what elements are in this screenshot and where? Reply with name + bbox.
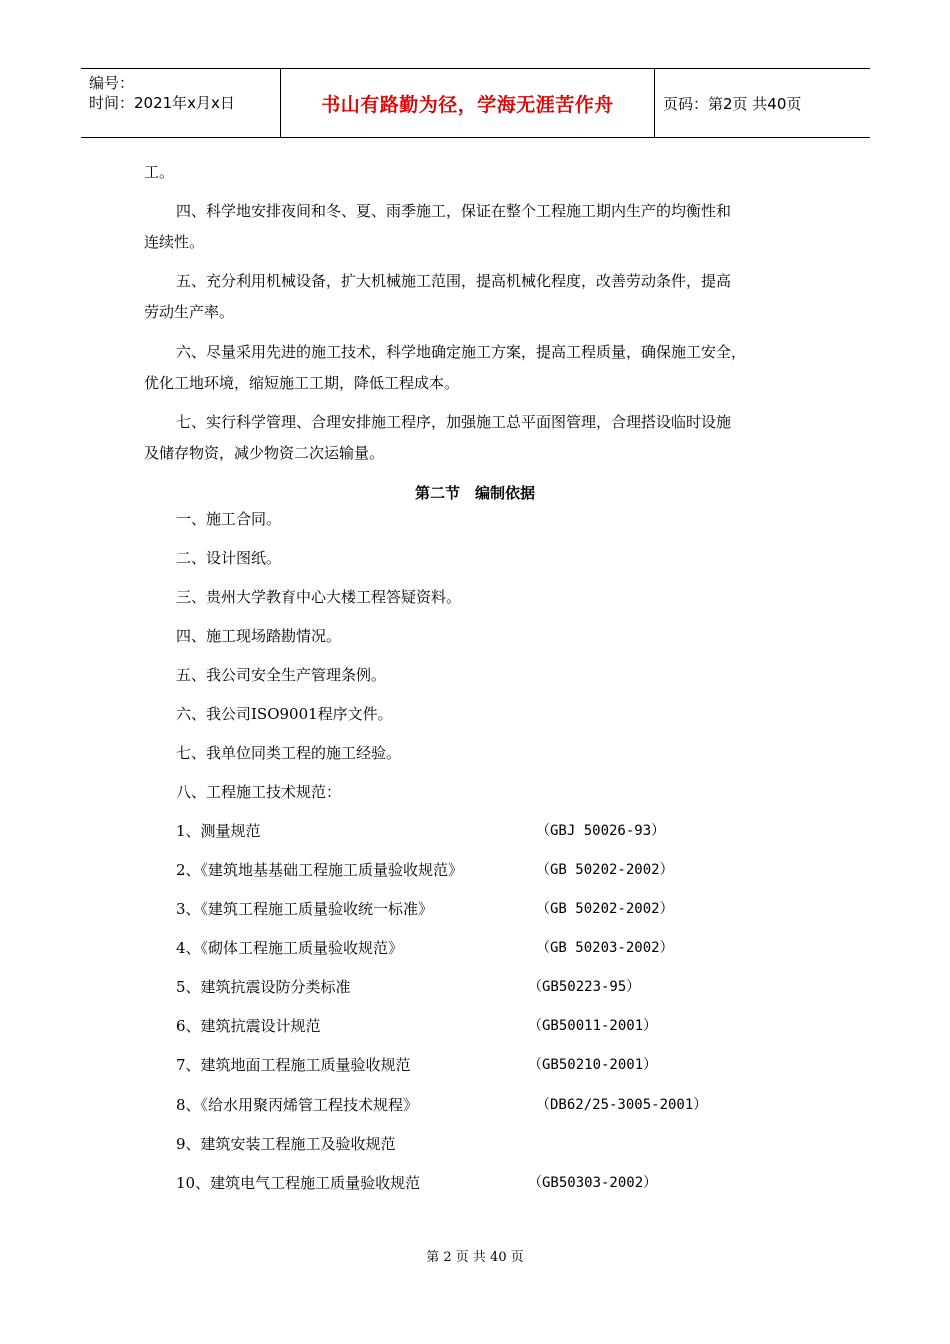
standard-name: 2、《建筑地基基础工程施工质量验收规范》	[176, 861, 464, 879]
paragraph-line: 及储存物资，减少物资二次运输量。	[144, 444, 385, 462]
standard-name: 5、建筑抗震设防分类标准	[176, 978, 351, 996]
paragraph-line: 连续性。	[144, 233, 205, 251]
standard-name: 10、建筑电气工程施工质量验收规范	[176, 1174, 421, 1192]
basis-item: 一、施工合同。	[176, 510, 282, 528]
paragraph-line: 工。	[144, 163, 175, 181]
standard-code: （GB50011-2001）	[528, 1018, 658, 1034]
standard-code: （GB50303-2002）	[528, 1175, 658, 1191]
document-time-label: 时间：2021年x月x日	[89, 94, 235, 112]
standard-name: 6、建筑抗震设计规范	[176, 1017, 321, 1035]
paragraph-line: 五、充分利用机械设备，扩大机械施工范围，提高机械化程度，改善劳动条件，提高	[176, 272, 732, 290]
standard-code: （GB 50203-2002）	[536, 940, 674, 956]
standard-name: 8、《给水用聚丙烯管工程技术规程》	[176, 1096, 419, 1114]
paragraph-line: 七、实行科学管理、合理安排施工程序，加强施工总平面图管理，合理搭设临时设施	[176, 413, 732, 431]
basis-item: 四、施工现场踏勘情况。	[176, 627, 342, 645]
document-number-label: 编号：	[89, 74, 135, 92]
basis-item: 七、我单位同类工程的施工经验。	[176, 744, 402, 762]
standard-name: 3、《建筑工程施工质量验收统一标准》	[176, 900, 434, 918]
standard-name: 9、建筑安装工程施工及验收规范	[176, 1135, 396, 1153]
standard-code: （GB 50202-2002）	[536, 901, 674, 917]
standard-code: （GB50223-95）	[528, 979, 641, 995]
standard-name: 4、《砌体工程施工质量验收规范》	[176, 939, 404, 957]
standard-code: （GB 50202-2002）	[536, 862, 674, 878]
basis-item: 八、工程施工技术规范：	[176, 783, 342, 801]
page-footer: 第 2 页 共 40 页	[426, 1250, 524, 1265]
paragraph-line: 劳动生产率。	[144, 303, 235, 321]
header-meta	[89, 73, 235, 113]
standard-name: 7、建筑地面工程施工质量验收规范	[176, 1056, 411, 1074]
header-page-info: 页码：第2页 共40页	[663, 94, 802, 113]
basis-item: 五、我公司安全生产管理条例。	[176, 666, 387, 684]
standard-code: （GBJ 50026-93）	[536, 823, 666, 839]
header-divider	[654, 69, 655, 137]
paragraph-line: 六、尽量采用先进的施工技术，科学地确定施工方案，提高工程质量，确保施工安全，	[176, 343, 747, 361]
basis-item: 三、贵州大学教育中心大楼工程答疑资料。	[176, 588, 462, 606]
header-motto: 书山有路勤为径，学海无涯苦作舟	[321, 93, 614, 116]
section-title: 第二节 编制依据	[414, 484, 535, 502]
standard-name: 1、测量规范	[176, 822, 261, 840]
paragraph-line: 优化工地环境，缩短施工工期，降低工程成本。	[144, 374, 460, 392]
paragraph-line: 四、科学地安排夜间和冬、夏、雨季施工，保证在整个工程施工期内生产的均衡性和	[176, 202, 732, 220]
standard-code: （DB62/25-3005-2001）	[536, 1097, 708, 1113]
basis-item: 六、我公司ISO9001程序文件。	[176, 705, 393, 723]
page-header	[81, 68, 870, 138]
basis-item: 二、设计图纸。	[176, 549, 282, 567]
standard-code: （GB50210-2001）	[528, 1057, 658, 1073]
